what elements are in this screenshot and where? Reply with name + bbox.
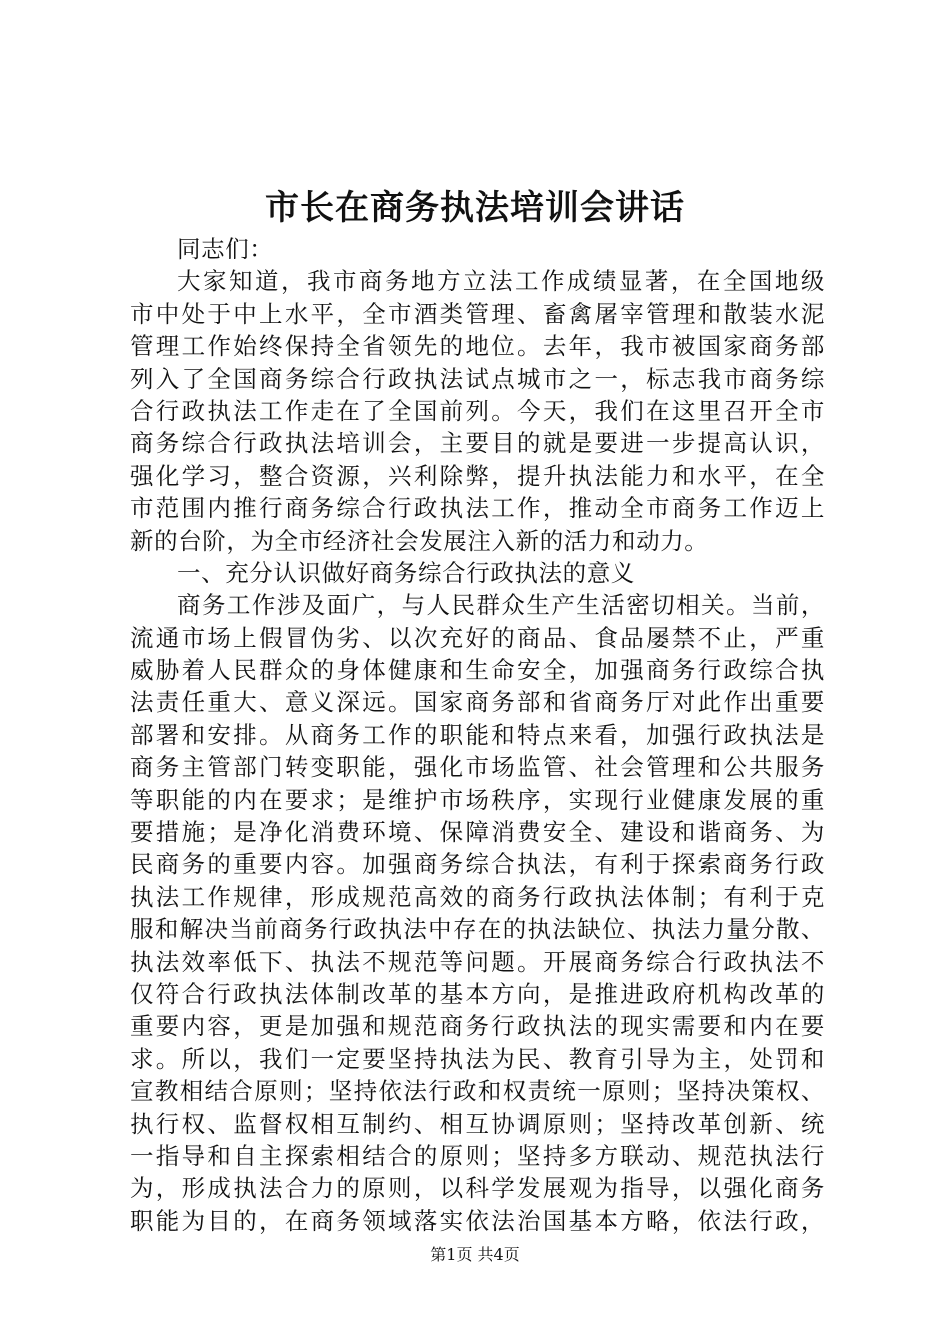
- body-line: 执法效率低下、执法不规范等问题。开展商务综合行政执法不: [130, 947, 825, 976]
- body-line: 重要内容，更是加强和规范商务行政执法的现实需要和内在要: [130, 1012, 825, 1041]
- body-line: 管理工作始终保持全省领先的地位。去年，我市被国家商务部: [130, 332, 825, 361]
- body-line: 强化学习，整合资源，兴利除弊，提升执法能力和水平，在全: [130, 461, 825, 490]
- section-heading: 一、充分认识做好商务综合行政执法的意义: [177, 558, 635, 587]
- page-number-footer: 第1页 共4页: [430, 1245, 520, 1264]
- body-line: 民商务的重要内容。加强商务综合执法，有利于探索商务行政: [130, 850, 825, 879]
- body-line: 职能为目的，在商务领域落实依法治国基本方略，依法行政，: [130, 1206, 825, 1235]
- body-line: 合行政执法工作走在了全国前列。今天，我们在这里召开全市: [130, 396, 825, 425]
- body-line: 部署和安排。从商务工作的职能和特点来看，加强行政执法是: [130, 720, 825, 749]
- body-line: 为，形成执法合力的原则，以科学发展观为指导，以强化商务: [130, 1174, 825, 1203]
- body-line: 新的台阶，为全市经济社会发展注入新的活力和动力。: [130, 526, 709, 555]
- body-line: 市中处于中上水平，全市酒类管理、畜禽屠宰管理和散装水泥: [130, 299, 825, 328]
- body-line: 商务工作涉及面广，与人民群众生产生活密切相关。当前，: [177, 591, 825, 620]
- body-line: 服和解决当前商务行政执法中存在的执法缺位、执法力量分散、: [130, 915, 825, 944]
- document-body: [130, 233, 825, 1237]
- body-line: 列入了全国商务综合行政执法试点城市之一，标志我市商务综: [130, 364, 825, 393]
- body-line: 市范围内推行商务综合行政执法工作，推动全市商务工作迈上: [130, 494, 825, 523]
- body-line: 要措施；是净化消费环境、保障消费安全、建设和谐商务、为: [130, 818, 825, 847]
- body-line: 法责任重大、意义深远。国家商务部和省商务厅对此作出重要: [130, 688, 825, 717]
- body-line: 执行权、监督权相互制约、相互协调原则；坚持改革创新、统: [130, 1109, 825, 1138]
- body-line: 商务综合行政执法培训会，主要目的就是要进一步提高认识，: [130, 429, 825, 458]
- body-line: 执法工作规律，形成规范高效的商务行政执法体制；有利于克: [130, 882, 825, 911]
- body-line: 流通市场上假冒伪劣、以次充好的商品、食品屡禁不止，严重: [130, 623, 825, 652]
- body-line: 求。所以，我们一定要坚持执法为民、教育引导为主，处罚和: [130, 1044, 825, 1073]
- body-line: 威胁着人民群众的身体健康和生命安全，加强商务行政综合执: [130, 656, 825, 685]
- body-line: 一指导和自主探索相结合的原则；坚持多方联动、规范执法行: [130, 1141, 825, 1170]
- body-line: 商务主管部门转变职能，强化市场监管、社会管理和公共服务: [130, 753, 825, 782]
- body-line: 宣教相结合原则；坚持依法行政和权责统一原则；坚持决策权、: [130, 1077, 825, 1106]
- body-line: 等职能的内在要求；是维护市场秩序，实现行业健康发展的重: [130, 785, 825, 814]
- salutation-line: 同志们：: [177, 235, 274, 263]
- document-title: 市长在商务执法培训会讲话: [265, 188, 685, 228]
- body-line: 大家知道，我市商务地方立法工作成绩显著，在全国地级: [177, 267, 825, 296]
- body-line: 仅符合行政执法体制改革的基本方向，是推进政府机构改革的: [130, 979, 825, 1008]
